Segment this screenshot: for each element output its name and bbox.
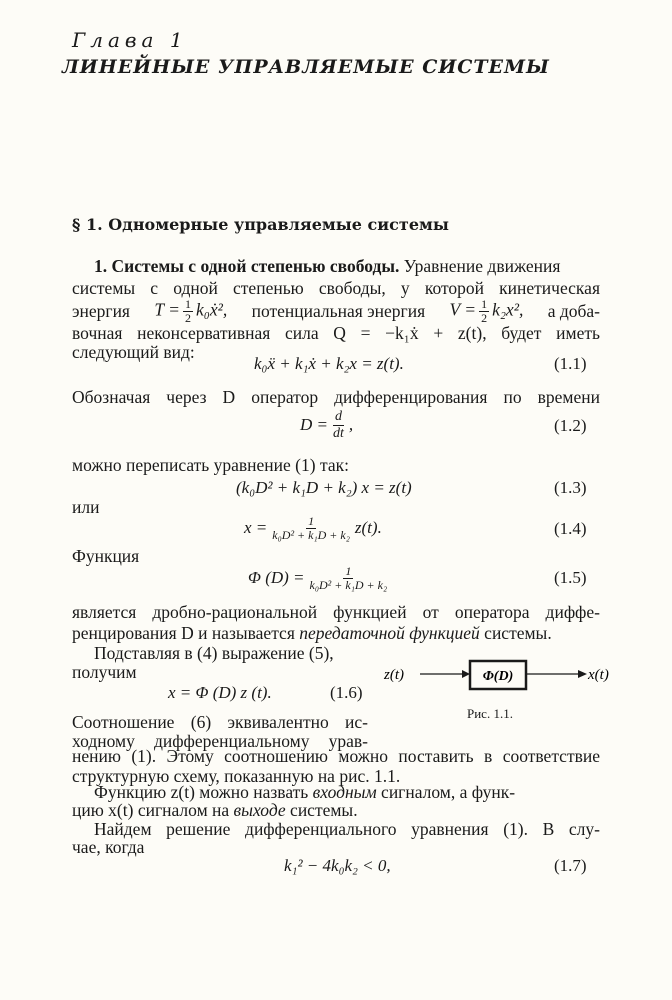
- fraction: $\frac{1}{\text{k₀D² + k₁D + k₂}}$: [272, 513, 350, 542]
- paragraph-text: а доба-: [547, 301, 600, 321]
- paragraph-text: энергия: [72, 301, 130, 321]
- paragraph-line: Соотношение (6) эквивалентно ис-: [72, 712, 368, 732]
- section-heading: § 1. Одномерные управляемые системы: [72, 215, 449, 234]
- equation-1-1: k₀ẍ + k₁ẋ + k₂x = z(t).: [254, 354, 404, 373]
- equation-1-6: x = Φ (D) z (t).: [168, 683, 272, 702]
- paragraph-text: Уравнение движения: [399, 256, 561, 276]
- inline-formula-kinetic: T = $\frac{1}{2}$ k₀ẋ²,: [154, 296, 228, 325]
- equation-number: (1.3): [554, 478, 587, 497]
- transfer-function-label: Φ(D): [482, 669, 514, 684]
- paragraph-line: Функция: [72, 546, 140, 566]
- paragraph-line: ренцирования D и называется передаточной функцией системы.: [72, 623, 552, 643]
- paragraph-line: Функцию z(t) можно назвать входным сигналом, а функ-: [94, 782, 516, 802]
- paragraph-line: структурную схему, показанную на рис. 1.1.: [72, 766, 401, 786]
- paragraph-line: чае, когда: [72, 837, 145, 857]
- equation-number: (1.5): [554, 568, 587, 587]
- paragraph-text: потенциальная энергия: [251, 301, 426, 321]
- paragraph-line: или: [72, 497, 100, 517]
- paragraph-line: системы с одной степенью свободы, у которой кинетическая: [72, 278, 600, 298]
- fraction: $\frac{d}{dt}$: [333, 408, 344, 441]
- paragraph-line: можно переписать уравнение (1) так:: [72, 455, 349, 475]
- output-signal-label: x(t): [588, 667, 609, 683]
- equation-1-3: (k₀D² + k₁D + k₂) x = z(t): [236, 478, 412, 497]
- paragraph-line: нению (1). Этому соотношению можно поставить в соответствие: [72, 746, 600, 766]
- paragraph-line: Подставляя в (4) выражение (5),: [94, 643, 334, 663]
- paragraph-line: получим: [72, 662, 137, 682]
- paragraph-line: следующий вид:: [72, 342, 195, 362]
- figure-caption: Рис. 1.1.: [467, 706, 513, 721]
- chapter-label: Глава 1: [72, 28, 188, 52]
- output-arrowhead: [578, 670, 587, 678]
- chapter-title: ЛИНЕЙНЫЕ УПРАВЛЯЕМЫЕ СИСТЕМЫ: [62, 56, 550, 78]
- fraction: $\frac{1}{2}$: [184, 296, 191, 325]
- equation-number: (1.7): [554, 856, 587, 875]
- fraction: $\frac{1}{\text{k₀D² + k₁D + k₂}}$: [309, 563, 388, 592]
- paragraph-line: [94, 255, 560, 277]
- inline-formula-potential: V = $\frac{1}{2}$ k₂x²,: [449, 296, 524, 325]
- paragraph-line: цию x(t) сигналом на выходе системы.: [72, 800, 358, 820]
- paragraph-line: Найдем решение дифференциального уравнения (1). В слу-: [94, 819, 600, 839]
- equation-number: (1.1): [554, 354, 587, 373]
- equation-number: (1.2): [554, 416, 587, 435]
- equation-number: (1.4): [554, 519, 587, 538]
- equation-1-7: k₁² − 4k₀k₂ < 0,: [284, 856, 391, 875]
- equation-1-5: Φ (D) = $\frac{1}{\text{k₀D² + k₁D + k₂}}$: [248, 563, 388, 592]
- paragraph-line: вочная неконсервативная сила Q = −k₁ẋ + z(t), будет иметь: [72, 323, 600, 343]
- fraction: $\frac{1}{2}$: [481, 296, 488, 325]
- paragraph-line: является дробно-рациональной функцией от оператора диффе-: [72, 602, 600, 622]
- input-signal-label: z(t): [384, 667, 404, 683]
- equation-1-2: D = $\frac{d}{dt}$ ,: [300, 408, 354, 441]
- equation-number: (1.6): [330, 683, 363, 702]
- equation-1-4: x = $\frac{1}{\text{k₀D² + k₁D + k₂}}$ z(t).: [244, 513, 382, 542]
- paragraph-line: Обозначая через D оператор дифференцирования по времени: [72, 387, 600, 407]
- paragraph-line: ходному дифференциальному урав-: [72, 731, 368, 751]
- subsection-title: 1. Системы с одной степенью свободы.: [94, 256, 400, 276]
